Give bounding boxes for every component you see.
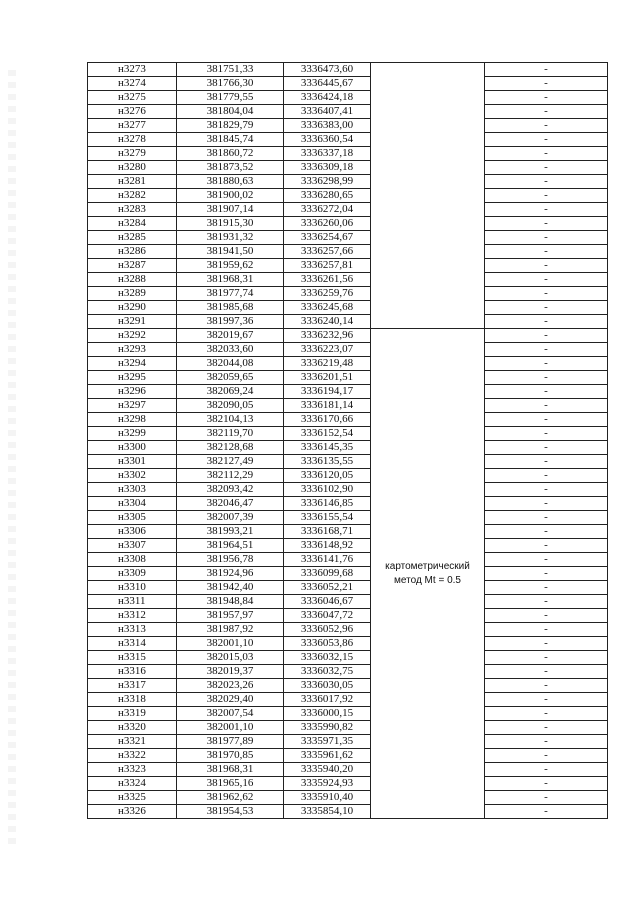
y-coordinate-cell: 3335961,62 (284, 749, 371, 763)
point-id-cell: н3324 (88, 777, 177, 791)
x-coordinate-cell: 381845,74 (177, 133, 284, 147)
x-coordinate-cell: 382119,70 (177, 427, 284, 441)
description-cell: - (485, 315, 608, 329)
x-coordinate-cell: 382019,67 (177, 329, 284, 343)
description-cell: - (485, 455, 608, 469)
table-row (88, 497, 608, 511)
point-id-cell: н3278 (88, 133, 177, 147)
description-cell: - (485, 245, 608, 259)
x-coordinate-cell: 382059,65 (177, 371, 284, 385)
table-row (88, 483, 608, 497)
x-coordinate-cell: 381987,92 (177, 623, 284, 637)
point-id-cell: н3317 (88, 679, 177, 693)
point-id-cell: н3292 (88, 329, 177, 343)
description-cell: - (485, 343, 608, 357)
description-cell: - (485, 553, 608, 567)
table-row (88, 539, 608, 553)
y-coordinate-cell: 3336445,67 (284, 77, 371, 91)
description-cell: - (485, 105, 608, 119)
y-coordinate-cell: 3336219,48 (284, 357, 371, 371)
description-cell: - (485, 287, 608, 301)
y-coordinate-cell: 3336046,67 (284, 595, 371, 609)
point-id-cell: н3320 (88, 721, 177, 735)
x-coordinate-cell: 381751,33 (177, 63, 284, 77)
description-cell: - (485, 735, 608, 749)
y-coordinate-cell: 3336259,76 (284, 287, 371, 301)
y-coordinate-cell: 3336201,51 (284, 371, 371, 385)
x-coordinate-cell: 381997,36 (177, 315, 284, 329)
y-coordinate-cell: 3336232,96 (284, 329, 371, 343)
y-coordinate-cell: 3335971,35 (284, 735, 371, 749)
y-coordinate-cell: 3335910,40 (284, 791, 371, 805)
y-coordinate-cell: 3336052,96 (284, 623, 371, 637)
description-cell: - (485, 175, 608, 189)
table-row (88, 427, 608, 441)
x-coordinate-cell: 381873,52 (177, 161, 284, 175)
x-coordinate-cell: 381962,62 (177, 791, 284, 805)
x-coordinate-cell: 381924,96 (177, 567, 284, 581)
point-id-cell: н3309 (88, 567, 177, 581)
x-coordinate-cell: 381993,21 (177, 525, 284, 539)
y-coordinate-cell: 3336120,05 (284, 469, 371, 483)
point-id-cell: н3279 (88, 147, 177, 161)
description-cell: - (485, 119, 608, 133)
y-coordinate-cell: 3336473,60 (284, 63, 371, 77)
y-coordinate-cell: 3336155,54 (284, 511, 371, 525)
x-coordinate-cell: 381860,72 (177, 147, 284, 161)
description-cell: - (485, 679, 608, 693)
point-id-cell: н3306 (88, 525, 177, 539)
point-id-cell: н3318 (88, 693, 177, 707)
description-cell: - (485, 371, 608, 385)
description-cell: - (485, 651, 608, 665)
point-id-cell: н3326 (88, 805, 177, 819)
y-coordinate-cell: 3336223,07 (284, 343, 371, 357)
y-coordinate-cell: 3336194,17 (284, 385, 371, 399)
point-id-cell: н3305 (88, 511, 177, 525)
y-coordinate-cell: 3336260,06 (284, 217, 371, 231)
table-row (88, 651, 608, 665)
table-row (88, 441, 608, 455)
table-row (88, 455, 608, 469)
y-coordinate-cell: 3336360,54 (284, 133, 371, 147)
y-coordinate-cell: 3336168,71 (284, 525, 371, 539)
table-row (88, 63, 608, 77)
x-coordinate-cell: 381900,02 (177, 189, 284, 203)
point-id-cell: н3283 (88, 203, 177, 217)
description-cell: - (485, 693, 608, 707)
y-coordinate-cell: 3336245,68 (284, 301, 371, 315)
x-coordinate-cell: 381956,78 (177, 553, 284, 567)
table-row (88, 175, 608, 189)
description-cell: - (485, 189, 608, 203)
description-cell: - (485, 147, 608, 161)
x-coordinate-cell: 381779,55 (177, 91, 284, 105)
y-coordinate-cell: 3335990,82 (284, 721, 371, 735)
point-id-cell: н3316 (88, 665, 177, 679)
x-coordinate-cell: 382069,24 (177, 385, 284, 399)
description-cell: - (485, 357, 608, 371)
description-cell: - (485, 721, 608, 735)
point-id-cell: н3287 (88, 259, 177, 273)
description-cell: - (485, 329, 608, 343)
y-coordinate-cell: 3336257,81 (284, 259, 371, 273)
point-id-cell: н3311 (88, 595, 177, 609)
table-row (88, 609, 608, 623)
x-coordinate-cell: 382127,49 (177, 455, 284, 469)
table-row (88, 119, 608, 133)
description-cell: - (485, 637, 608, 651)
x-coordinate-cell: 381941,50 (177, 245, 284, 259)
point-id-cell: н3288 (88, 273, 177, 287)
table-row (88, 133, 608, 147)
description-cell: - (485, 259, 608, 273)
y-coordinate-cell: 3336032,15 (284, 651, 371, 665)
point-id-cell: н3319 (88, 707, 177, 721)
point-id-cell: н3321 (88, 735, 177, 749)
point-id-cell: н3286 (88, 245, 177, 259)
y-coordinate-cell: 3336135,55 (284, 455, 371, 469)
x-coordinate-cell: 381959,62 (177, 259, 284, 273)
description-cell: - (485, 441, 608, 455)
table-row (88, 385, 608, 399)
table-row (88, 721, 608, 735)
table-row (88, 749, 608, 763)
description-cell: - (485, 777, 608, 791)
y-coordinate-cell: 3336099,68 (284, 567, 371, 581)
table-row (88, 203, 608, 217)
table-row (88, 623, 608, 637)
table-row (88, 231, 608, 245)
table-row (88, 259, 608, 273)
table-row (88, 161, 608, 175)
x-coordinate-cell: 382090,05 (177, 399, 284, 413)
x-coordinate-cell: 381977,89 (177, 735, 284, 749)
table-row (88, 189, 608, 203)
description-cell: - (485, 469, 608, 483)
y-coordinate-cell: 3336000,15 (284, 707, 371, 721)
description-cell: - (485, 63, 608, 77)
table-row (88, 371, 608, 385)
y-coordinate-cell: 3336272,04 (284, 203, 371, 217)
table-row (88, 245, 608, 259)
y-coordinate-cell: 3336047,72 (284, 609, 371, 623)
x-coordinate-cell: 381985,68 (177, 301, 284, 315)
table-row (88, 567, 608, 581)
description-cell: - (485, 595, 608, 609)
point-id-cell: н3299 (88, 427, 177, 441)
description-cell: - (485, 399, 608, 413)
point-id-cell: н3323 (88, 763, 177, 777)
point-id-cell: н3273 (88, 63, 177, 77)
description-cell: - (485, 91, 608, 105)
x-coordinate-cell: 381915,30 (177, 217, 284, 231)
x-coordinate-cell: 382001,10 (177, 721, 284, 735)
point-id-cell: н3297 (88, 399, 177, 413)
table-row (88, 693, 608, 707)
table-row (88, 399, 608, 413)
y-coordinate-cell: 3336240,14 (284, 315, 371, 329)
point-id-cell: н3307 (88, 539, 177, 553)
description-cell: - (485, 217, 608, 231)
y-coordinate-cell: 3335940,20 (284, 763, 371, 777)
description-cell: - (485, 77, 608, 91)
x-coordinate-cell: 382046,47 (177, 497, 284, 511)
x-coordinate-cell: 381977,74 (177, 287, 284, 301)
x-coordinate-cell: 381948,84 (177, 595, 284, 609)
y-coordinate-cell: 3336030,05 (284, 679, 371, 693)
y-coordinate-cell: 3336254,67 (284, 231, 371, 245)
x-coordinate-cell: 382001,10 (177, 637, 284, 651)
description-cell: - (485, 273, 608, 287)
description-cell: - (485, 665, 608, 679)
description-cell: - (485, 483, 608, 497)
x-coordinate-cell: 382128,68 (177, 441, 284, 455)
table-row (88, 763, 608, 777)
x-coordinate-cell: 382015,03 (177, 651, 284, 665)
description-cell: - (485, 805, 608, 819)
table-row (88, 791, 608, 805)
x-coordinate-cell: 382019,37 (177, 665, 284, 679)
y-coordinate-cell: 3335854,10 (284, 805, 371, 819)
description-cell: - (485, 763, 608, 777)
table-row (88, 91, 608, 105)
description-cell: - (485, 581, 608, 595)
table-row (88, 595, 608, 609)
x-coordinate-cell: 381968,31 (177, 763, 284, 777)
margin-stamp-strip (8, 70, 16, 850)
x-coordinate-cell: 381907,14 (177, 203, 284, 217)
point-id-cell: н3280 (88, 161, 177, 175)
point-id-cell: н3315 (88, 651, 177, 665)
point-id-cell: н3291 (88, 315, 177, 329)
y-coordinate-cell: 3336032,75 (284, 665, 371, 679)
table-row (88, 735, 608, 749)
description-cell: - (485, 413, 608, 427)
coordinates-table (87, 62, 608, 819)
y-coordinate-cell: 3336257,66 (284, 245, 371, 259)
point-id-cell: н3296 (88, 385, 177, 399)
y-coordinate-cell: 3336424,18 (284, 91, 371, 105)
table-row (88, 777, 608, 791)
point-id-cell: н3274 (88, 77, 177, 91)
description-cell: - (485, 133, 608, 147)
x-coordinate-cell: 382033,60 (177, 343, 284, 357)
y-coordinate-cell: 3336017,92 (284, 693, 371, 707)
point-id-cell: н3293 (88, 343, 177, 357)
y-coordinate-cell: 3336053,86 (284, 637, 371, 651)
point-id-cell: н3325 (88, 791, 177, 805)
x-coordinate-cell: 382093,42 (177, 483, 284, 497)
description-cell: - (485, 385, 608, 399)
point-id-cell: н3290 (88, 301, 177, 315)
point-id-cell: н3313 (88, 623, 177, 637)
x-coordinate-cell: 381766,30 (177, 77, 284, 91)
table-row (88, 77, 608, 91)
point-id-cell: н3300 (88, 441, 177, 455)
x-coordinate-cell: 382007,54 (177, 707, 284, 721)
point-id-cell: н3322 (88, 749, 177, 763)
y-coordinate-cell: 3336148,92 (284, 539, 371, 553)
x-coordinate-cell: 381964,51 (177, 539, 284, 553)
point-id-cell: н3289 (88, 287, 177, 301)
point-id-cell: н3285 (88, 231, 177, 245)
point-id-cell: н3294 (88, 357, 177, 371)
point-id-cell: н3282 (88, 189, 177, 203)
x-coordinate-cell: 382007,39 (177, 511, 284, 525)
point-id-cell: н3301 (88, 455, 177, 469)
description-cell: - (485, 567, 608, 581)
x-coordinate-cell: 381968,31 (177, 273, 284, 287)
description-cell: - (485, 707, 608, 721)
table-row (88, 637, 608, 651)
y-coordinate-cell: 3336309,18 (284, 161, 371, 175)
y-coordinate-cell: 3336181,14 (284, 399, 371, 413)
description-cell: - (485, 609, 608, 623)
y-coordinate-cell: 3336261,56 (284, 273, 371, 287)
description-cell: - (485, 511, 608, 525)
table-row (88, 707, 608, 721)
y-coordinate-cell: 3336170,66 (284, 413, 371, 427)
y-coordinate-cell: 3336141,76 (284, 553, 371, 567)
y-coordinate-cell: 3336146,85 (284, 497, 371, 511)
point-id-cell: н3298 (88, 413, 177, 427)
y-coordinate-cell: 3336337,18 (284, 147, 371, 161)
point-id-cell: н3312 (88, 609, 177, 623)
x-coordinate-cell: 381965,16 (177, 777, 284, 791)
table-row (88, 287, 608, 301)
table-row (88, 525, 608, 539)
x-coordinate-cell: 381942,40 (177, 581, 284, 595)
point-id-cell: н3284 (88, 217, 177, 231)
description-cell: - (485, 301, 608, 315)
x-coordinate-cell: 381804,04 (177, 105, 284, 119)
description-cell: - (485, 497, 608, 511)
table-row (88, 357, 608, 371)
point-id-cell: н3275 (88, 91, 177, 105)
description-cell: - (485, 427, 608, 441)
table-row (88, 511, 608, 525)
x-coordinate-cell: 381829,79 (177, 119, 284, 133)
table-row (88, 343, 608, 357)
x-coordinate-cell: 381957,97 (177, 609, 284, 623)
y-coordinate-cell: 3336152,54 (284, 427, 371, 441)
y-coordinate-cell: 3336298,99 (284, 175, 371, 189)
x-coordinate-cell: 381880,63 (177, 175, 284, 189)
description-cell: - (485, 623, 608, 637)
y-coordinate-cell: 3336280,65 (284, 189, 371, 203)
x-coordinate-cell: 382112,29 (177, 469, 284, 483)
x-coordinate-cell: 381970,85 (177, 749, 284, 763)
x-coordinate-cell: 382104,13 (177, 413, 284, 427)
point-id-cell: н3303 (88, 483, 177, 497)
description-cell: - (485, 231, 608, 245)
method-cell: картометрический метод Mt = 0.5 (371, 329, 485, 819)
point-id-cell: н3281 (88, 175, 177, 189)
description-cell: - (485, 161, 608, 175)
point-id-cell: н3304 (88, 497, 177, 511)
y-coordinate-cell: 3336383,00 (284, 119, 371, 133)
table-row (88, 581, 608, 595)
point-id-cell: н3314 (88, 637, 177, 651)
table-row (88, 665, 608, 679)
table-row (88, 553, 608, 567)
coordinates-table-body (88, 63, 608, 819)
description-cell: - (485, 791, 608, 805)
table-row (88, 413, 608, 427)
point-id-cell: н3295 (88, 371, 177, 385)
point-id-cell: н3310 (88, 581, 177, 595)
y-coordinate-cell: 3336102,90 (284, 483, 371, 497)
description-cell: - (485, 539, 608, 553)
point-id-cell: н3277 (88, 119, 177, 133)
x-coordinate-cell: 382023,26 (177, 679, 284, 693)
point-id-cell: н3302 (88, 469, 177, 483)
point-id-cell: н3308 (88, 553, 177, 567)
description-cell: - (485, 203, 608, 217)
description-cell: - (485, 749, 608, 763)
table-row (88, 679, 608, 693)
table-row (88, 147, 608, 161)
table-row (88, 329, 608, 343)
x-coordinate-cell: 382029,40 (177, 693, 284, 707)
table-row (88, 273, 608, 287)
table-row (88, 105, 608, 119)
table-row (88, 301, 608, 315)
point-id-cell: н3276 (88, 105, 177, 119)
table-row (88, 805, 608, 819)
x-coordinate-cell: 381954,53 (177, 805, 284, 819)
x-coordinate-cell: 382044,08 (177, 357, 284, 371)
method-cell-empty (371, 63, 485, 329)
description-cell: - (485, 525, 608, 539)
y-coordinate-cell: 3336052,21 (284, 581, 371, 595)
y-coordinate-cell: 3336407,41 (284, 105, 371, 119)
table-row (88, 469, 608, 483)
table-row (88, 217, 608, 231)
y-coordinate-cell: 3335924,93 (284, 777, 371, 791)
x-coordinate-cell: 381931,32 (177, 231, 284, 245)
table-row (88, 315, 608, 329)
y-coordinate-cell: 3336145,35 (284, 441, 371, 455)
